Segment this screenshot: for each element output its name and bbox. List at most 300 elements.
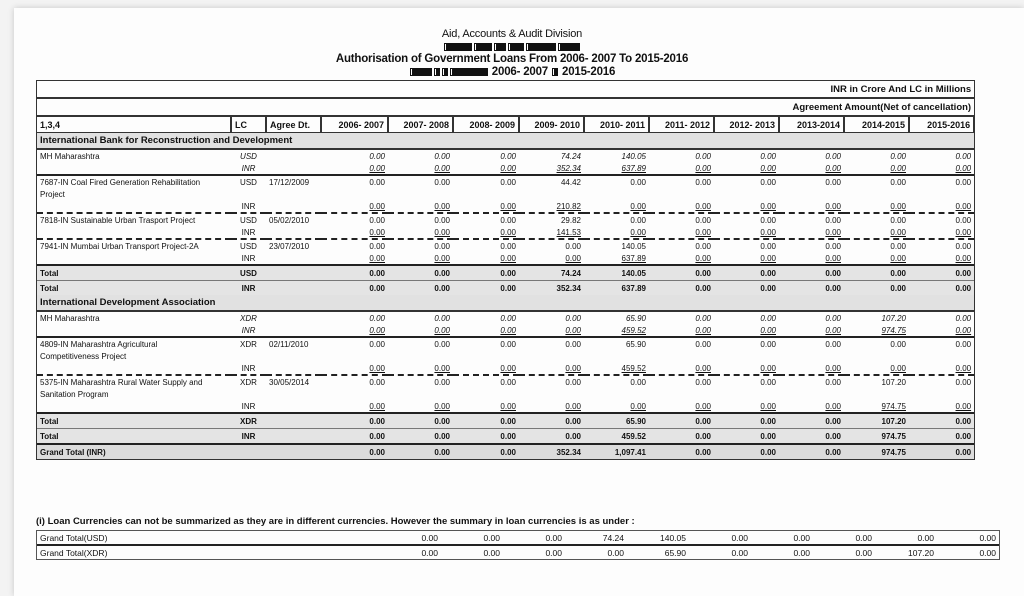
total-amount-cell: 0.00 — [714, 281, 779, 296]
total-amount-cell: 0.00 — [321, 413, 388, 429]
blank-cell — [266, 252, 321, 265]
amount-cell: 0.00 — [909, 175, 974, 188]
currency-code: USD — [231, 239, 266, 252]
blank-cell — [321, 188, 388, 200]
amount-cell: 974.75 — [881, 401, 906, 411]
summary-note: (i) Loan Currencies can not be summarized as they are in different currencies. However the summary in loan currencies is as under : — [36, 516, 635, 527]
amount-cell: 0.00 — [388, 337, 453, 350]
blank-cell — [37, 324, 231, 337]
summary-amount-cell: 0.00 — [979, 532, 996, 543]
summary-amount-cell: 65.90 — [627, 545, 689, 559]
blank-cell — [266, 162, 321, 175]
column-header: 2006- 2007 — [321, 116, 388, 133]
amount-cell: 0.00 — [649, 175, 714, 188]
amount-cell: 0.00 — [760, 227, 776, 237]
amount-cell: 0.00 — [388, 175, 453, 188]
amount-cell: 0.00 — [565, 253, 581, 263]
amount-cell: 0.00 — [649, 213, 714, 226]
amount-cell: 0.00 — [369, 151, 385, 161]
currency-code: XDR — [231, 337, 266, 350]
column-header: 2012- 2013 — [714, 116, 779, 133]
loans-table — [36, 80, 975, 460]
amount-cell: 0.00 — [955, 313, 972, 323]
amount-cell: 0.00 — [779, 175, 844, 188]
agreement-date: 05/02/2010 — [266, 213, 321, 226]
grand-total-amount-cell: 0.00 — [714, 444, 779, 459]
amount-cell: 107.20 — [844, 375, 909, 388]
amount-cell: 0.00 — [630, 401, 646, 411]
amount-cell: 0.00 — [453, 175, 519, 188]
amount-cell: 0.00 — [955, 253, 972, 263]
blank-cell — [266, 311, 321, 324]
project-row — [37, 239, 974, 252]
amount-cell: 974.75 — [881, 325, 906, 335]
agreement-date: 02/11/2010 — [266, 337, 321, 350]
amount-cell: 0.00 — [434, 163, 450, 173]
amount-cell: 65.90 — [584, 337, 649, 350]
summary-amount-cell: 0.00 — [731, 532, 748, 543]
blank-cell — [37, 162, 231, 175]
summary-row — [37, 545, 999, 559]
blank-cell — [779, 388, 844, 400]
total-amount-cell: 0.00 — [714, 265, 779, 281]
total-row — [37, 413, 974, 429]
agreement-date: 17/12/2009 — [266, 175, 321, 188]
blank-cell — [266, 350, 321, 362]
state-label: MH Maharashtra — [40, 151, 100, 161]
column-header: 1,3,4 — [37, 116, 231, 133]
amount-cell: 0.00 — [760, 363, 776, 373]
currency-code: XDR — [231, 375, 266, 388]
amount-cell: 0.00 — [760, 201, 776, 211]
amount-cell: 0.00 — [500, 253, 516, 263]
blank-cell — [649, 188, 714, 200]
amount-cell: 0.00 — [695, 401, 711, 411]
blank-cell — [649, 388, 714, 400]
summary-amount-cell: 0.00 — [545, 532, 562, 543]
amount-cell: 0.00 — [825, 151, 841, 161]
amount-cell: 65.90 — [625, 313, 646, 323]
currency-code: INR — [241, 201, 256, 211]
total-amount-cell: 637.89 — [584, 281, 649, 296]
blank-cell — [909, 388, 974, 400]
amount-cell: 0.00 — [565, 325, 581, 335]
blank-cell — [266, 429, 321, 445]
summary-amount-cell: 0.00 — [483, 532, 500, 543]
amount-cell: 0.00 — [388, 213, 453, 226]
column-header: 2008- 2009 — [453, 116, 519, 133]
agreement-date: 23/07/2010 — [266, 239, 321, 252]
blank-cell — [584, 388, 649, 400]
summary-amount-cell: 0.00 — [793, 532, 810, 543]
amount-cell: 0.00 — [955, 363, 972, 373]
amount-cell: 0.00 — [630, 227, 646, 237]
column-header: LC — [231, 116, 266, 133]
column-header: 2013-2014 — [779, 116, 844, 133]
amount-cell: 0.00 — [434, 325, 450, 335]
total-amount-cell: 0.00 — [909, 265, 974, 281]
amount-cell: 0.00 — [369, 163, 385, 173]
amount-cell: 0.00 — [825, 163, 841, 173]
amount-cell: 0.00 — [714, 213, 779, 226]
total-amount-cell: 0.00 — [844, 281, 909, 296]
amount-cell: 0.00 — [584, 213, 649, 226]
amount-cell: 0.00 — [955, 401, 972, 411]
total-amount-cell: 0.00 — [453, 429, 519, 445]
amount-cell: 0.00 — [890, 163, 906, 173]
amount-cell: 0.00 — [649, 375, 714, 388]
total-amount-cell: 0.00 — [649, 265, 714, 281]
project-inr-row — [37, 362, 974, 375]
unit-note-row — [37, 81, 974, 98]
amount-cell: 0.00 — [321, 375, 388, 388]
summary-amount-cell: 74.24 — [602, 532, 624, 543]
blank-cell — [714, 188, 779, 200]
amount-cell: 0.00 — [565, 401, 581, 411]
amount-cell: 637.89 — [621, 163, 646, 173]
project-label: 5375-IN Maharashtra Rural Water Supply and — [37, 375, 231, 388]
project-label: 7687-IN Coal Fired Generation Rehabilitation — [37, 175, 231, 188]
amount-cell: 107.20 — [881, 313, 906, 323]
total-amount-cell: 0.00 — [779, 265, 844, 281]
total-amount-cell: 0.00 — [453, 281, 519, 296]
amount-cell: 0.00 — [695, 253, 711, 263]
amount-cell: 0.00 — [955, 151, 972, 161]
amount-cell: 0.00 — [890, 227, 906, 237]
currency-code: USD — [231, 213, 266, 226]
agreement-date: 30/05/2014 — [266, 375, 321, 388]
blank-cell — [231, 388, 266, 400]
blank-cell — [266, 413, 321, 429]
state-row — [37, 324, 974, 337]
blank-cell — [266, 188, 321, 200]
total-amount-cell: 0.00 — [321, 429, 388, 445]
amount-cell: 0.00 — [649, 337, 714, 350]
summary-amount-cell: 0.00 — [855, 532, 872, 543]
total-amount-cell: 0.00 — [779, 281, 844, 296]
project-label-continuation-row — [37, 350, 974, 362]
blank-cell — [909, 350, 974, 362]
amount-cell: 0.00 — [825, 363, 841, 373]
amount-cell: 0.00 — [434, 227, 450, 237]
blank-cell — [388, 188, 453, 200]
amount-cell: 0.00 — [695, 227, 711, 237]
amount-cell: 0.00 — [760, 151, 776, 161]
total-amount-cell: 0.00 — [844, 265, 909, 281]
summary-table — [36, 530, 1000, 560]
amount-cell: 0.00 — [369, 325, 385, 335]
blank-cell — [453, 388, 519, 400]
blank-cell — [266, 400, 321, 413]
total-amount-cell: 0.00 — [519, 429, 584, 445]
grand-total-amount-cell: 974.75 — [844, 444, 909, 459]
blank-cell — [519, 350, 584, 362]
hindi-title-start-years: 2006- 2007 — [491, 66, 548, 78]
amount-cell: 0.00 — [760, 253, 776, 263]
amount-cell: 0.00 — [695, 151, 711, 161]
total-amount-cell: 0.00 — [649, 281, 714, 296]
amount-cell: 0.00 — [825, 325, 841, 335]
blank-cell — [37, 252, 231, 265]
project-label-line2: Sanitation Program — [40, 389, 109, 399]
blank-cell — [37, 362, 231, 375]
currency-code: XDR — [231, 413, 266, 429]
grand-total-amount-cell: 352.34 — [519, 444, 584, 459]
state-row — [37, 149, 974, 162]
amount-cell: 0.00 — [519, 337, 584, 350]
project-label: 7941-IN Mumbai Urban Transport Project-2A — [37, 239, 231, 252]
summary-amount-cell: 0.00 — [503, 545, 565, 559]
amount-cell: 0.00 — [955, 201, 972, 211]
amount-cell: 0.00 — [500, 363, 516, 373]
amount-cell: 0.00 — [388, 239, 453, 252]
amount-cell: 0.00 — [955, 227, 972, 237]
summary-amount-cell: 140.05 — [660, 532, 686, 543]
amount-cell: 0.00 — [584, 375, 649, 388]
section-name: International Bank for Reconstruction and Development — [37, 133, 974, 150]
section-header — [37, 133, 974, 150]
currency-code: USD — [240, 151, 257, 161]
total-amount-cell: 0.00 — [649, 413, 714, 429]
amount-cell: 0.00 — [760, 163, 776, 173]
blank-cell — [519, 188, 584, 200]
amount-cell: 0.00 — [453, 337, 519, 350]
section-header — [37, 295, 974, 311]
total-amount-cell: 0.00 — [779, 429, 844, 445]
blank-cell — [37, 200, 231, 213]
total-amount-cell: 0.00 — [388, 281, 453, 296]
project-row — [37, 213, 974, 226]
column-header-row — [37, 116, 974, 133]
blank-cell — [584, 350, 649, 362]
summary-amount-cell: 0.00 — [565, 545, 627, 559]
amount-cell: 0.00 — [500, 151, 516, 161]
blank-cell — [388, 350, 453, 362]
report-title-hindi — [0, 66, 1024, 78]
amount-cell: 0.00 — [453, 213, 519, 226]
currency-code: INR — [241, 363, 256, 373]
amount-cell: 0.00 — [434, 313, 450, 323]
amount-cell: 0.00 — [434, 151, 450, 161]
grand-total-label: Grand Total (INR) — [37, 444, 321, 459]
total-amount-cell: 107.20 — [844, 413, 909, 429]
total-amount-cell: 0.00 — [453, 265, 519, 281]
blank-cell — [266, 265, 321, 281]
total-amount-cell: 0.00 — [909, 429, 974, 445]
grand-total-amount-cell: 0.00 — [649, 444, 714, 459]
project-inr-row — [37, 400, 974, 413]
column-header: 2011- 2012 — [649, 116, 714, 133]
currency-code: INR — [231, 429, 266, 445]
blank-cell — [453, 188, 519, 200]
project-inr-row — [37, 226, 974, 239]
column-header: 2009- 2010 — [519, 116, 584, 133]
blank-cell — [909, 188, 974, 200]
amount-cell: 0.00 — [695, 313, 711, 323]
amount-cell: 0.00 — [453, 375, 519, 388]
state-row — [37, 311, 974, 324]
blank-cell — [266, 149, 321, 162]
amount-cell: 0.00 — [714, 239, 779, 252]
blank-cell — [37, 226, 231, 239]
amount-note: Agreement Amount(Net of cancellation) — [37, 98, 974, 116]
currency-code: INR — [231, 281, 266, 296]
blank-cell — [844, 388, 909, 400]
amount-cell: 0.00 — [321, 239, 388, 252]
amount-cell: 459.52 — [621, 363, 646, 373]
summary-amount-cell: 0.00 — [689, 545, 751, 559]
blank-cell — [321, 388, 388, 400]
blank-cell — [584, 188, 649, 200]
project-label-continuation-row — [37, 188, 974, 200]
summary-amount-cell: 0.00 — [421, 532, 438, 543]
total-row — [37, 265, 974, 281]
grand-total-amount-cell: 0.00 — [453, 444, 519, 459]
amount-cell: 210.82 — [556, 201, 581, 211]
amount-cell: 0.00 — [500, 325, 516, 335]
total-amount-cell: 0.00 — [321, 281, 388, 296]
total-amount-cell: 352.34 — [519, 281, 584, 296]
amount-cell: 140.05 — [584, 239, 649, 252]
amount-cell: 0.00 — [844, 239, 909, 252]
unit-note: INR in Crore And LC in Millions — [37, 81, 974, 98]
amount-cell: 0.00 — [779, 375, 844, 388]
project-row — [37, 337, 974, 350]
project-label: 7818-IN Sustainable Urban Trasport Project — [37, 213, 231, 226]
summary-amount-cell: 0.00 — [441, 545, 503, 559]
amount-cell: 0.00 — [714, 337, 779, 350]
amount-cell: 352.34 — [556, 163, 581, 173]
total-amount-cell: 0.00 — [388, 413, 453, 429]
amount-cell: 0.00 — [909, 239, 974, 252]
amount-cell: 0.00 — [584, 175, 649, 188]
column-header: 2015-2016 — [909, 116, 974, 133]
amount-cell: 637.89 — [621, 253, 646, 263]
blank-cell — [266, 362, 321, 375]
amount-cell: 0.00 — [955, 163, 972, 173]
grand-total-amount-cell: 0.00 — [779, 444, 844, 459]
currency-code: USD — [231, 175, 266, 188]
total-label: Total — [37, 265, 231, 281]
amount-cell: 0.00 — [890, 253, 906, 263]
total-amount-cell: 0.00 — [714, 413, 779, 429]
summary-amount-cell: 0.00 — [917, 532, 934, 543]
amount-cell: 0.00 — [453, 239, 519, 252]
grand-total-amount-cell: 1,097.41 — [584, 444, 649, 459]
blank-cell — [266, 324, 321, 337]
amount-cell: 0.00 — [321, 175, 388, 188]
currency-code: INR — [241, 227, 256, 237]
blank-cell — [714, 350, 779, 362]
blank-cell — [779, 188, 844, 200]
total-row — [37, 429, 974, 445]
blank-cell — [388, 388, 453, 400]
amount-cell: 0.00 — [909, 213, 974, 226]
amount-cell: 0.00 — [695, 363, 711, 373]
column-header: Agree Dt. — [266, 116, 321, 133]
total-amount-cell: 65.90 — [584, 413, 649, 429]
amount-cell: 0.00 — [434, 363, 450, 373]
summary-label: Grand Total(XDR) — [37, 545, 379, 559]
project-row — [37, 375, 974, 388]
amount-cell: 0.00 — [565, 363, 581, 373]
amount-cell: 0.00 — [565, 313, 581, 323]
amount-cell: 0.00 — [500, 313, 516, 323]
total-amount-cell: 0.00 — [321, 265, 388, 281]
amount-cell: 0.00 — [500, 163, 516, 173]
summary-amount-cell: 0.00 — [379, 545, 441, 559]
amount-cell: 0.00 — [434, 201, 450, 211]
amount-cell: 0.00 — [890, 363, 906, 373]
currency-code: INR — [241, 163, 256, 173]
amount-cell: 0.00 — [434, 401, 450, 411]
report-title: Authorisation of Government Loans From 2006- 2007 To 2015-2016 — [335, 53, 689, 65]
total-row — [37, 281, 974, 296]
total-amount-cell: 0.00 — [909, 281, 974, 296]
state-label: MH Maharashtra — [40, 313, 100, 323]
total-amount-cell: 0.00 — [779, 413, 844, 429]
total-amount-cell: 974.75 — [844, 429, 909, 445]
blank-cell — [231, 188, 266, 200]
total-amount-cell: 0.00 — [453, 413, 519, 429]
blank-cell — [231, 350, 266, 362]
amount-cell: 0.00 — [779, 239, 844, 252]
amount-cell: 0.00 — [955, 325, 972, 335]
total-label: Total — [37, 281, 231, 296]
amount-cell: 0.00 — [369, 201, 385, 211]
amount-cell: 0.00 — [714, 375, 779, 388]
amount-cell: 0.00 — [630, 201, 646, 211]
currency-code: INR — [241, 401, 256, 411]
amount-cell: 0.00 — [760, 325, 776, 335]
amount-cell: 0.00 — [649, 239, 714, 252]
total-amount-cell: 0.00 — [388, 429, 453, 445]
amount-cell: 0.00 — [500, 227, 516, 237]
amount-cell: 0.00 — [500, 201, 516, 211]
project-inr-row — [37, 200, 974, 213]
division-title-hindi — [0, 41, 1024, 53]
project-label: 4809-IN Maharashtra Agricultural — [37, 337, 231, 350]
amount-cell: 0.00 — [909, 375, 974, 388]
amount-note-row — [37, 98, 974, 116]
total-amount-cell: 0.00 — [909, 413, 974, 429]
amount-cell: 0.00 — [825, 313, 841, 323]
project-label-line2: Competitiveness Project — [40, 351, 127, 361]
blank-cell — [844, 188, 909, 200]
amount-cell: 0.00 — [844, 175, 909, 188]
amount-cell: 0.00 — [369, 313, 385, 323]
blank-cell — [519, 388, 584, 400]
amount-cell: 0.00 — [760, 313, 776, 323]
amount-cell: 0.00 — [825, 201, 841, 211]
amount-cell: 0.00 — [434, 253, 450, 263]
column-header: 2014-2015 — [844, 116, 909, 133]
blank-cell — [266, 226, 321, 239]
blank-cell — [453, 350, 519, 362]
grand-total-row — [37, 444, 974, 459]
amount-cell: 140.05 — [621, 151, 646, 161]
amount-cell: 0.00 — [909, 337, 974, 350]
blank-cell — [844, 350, 909, 362]
amount-cell: 0.00 — [844, 337, 909, 350]
amount-cell: 0.00 — [825, 227, 841, 237]
amount-cell: 0.00 — [519, 375, 584, 388]
amount-cell: 0.00 — [890, 151, 906, 161]
column-header: 2010- 2011 — [584, 116, 649, 133]
total-amount-cell: 0.00 — [714, 429, 779, 445]
blank-cell — [779, 350, 844, 362]
amount-cell: 0.00 — [369, 227, 385, 237]
